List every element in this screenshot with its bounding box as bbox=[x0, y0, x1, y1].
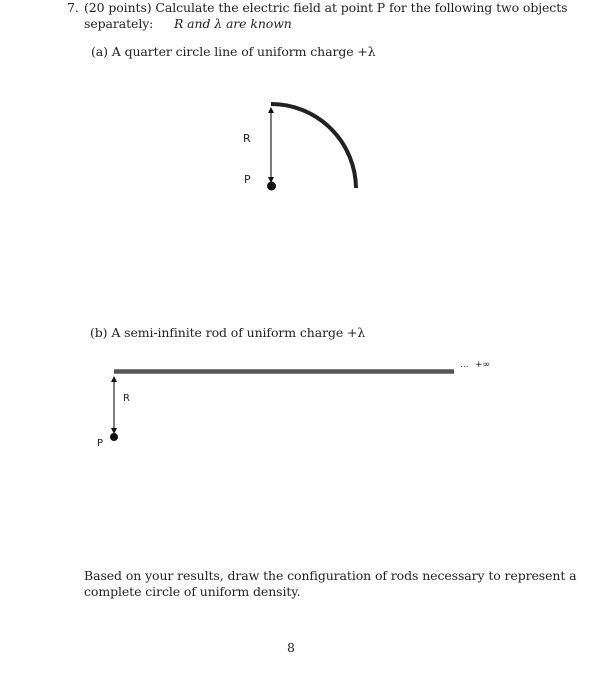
page-number: 8 bbox=[287, 640, 295, 655]
point-label-a: P bbox=[244, 173, 251, 186]
part-b-label: (b) A semi-infinite rod of uniform charge +λ bbox=[90, 325, 366, 340]
rod-ellipsis: ... bbox=[460, 360, 469, 370]
part-a-label: (a) A quarter circle line of uniform charge +λ bbox=[91, 44, 376, 59]
conclusion-line2: complete circle of uniform density. bbox=[84, 584, 301, 599]
problem-number: 7. bbox=[67, 0, 79, 15]
problem-statement-line2: separately: bbox=[84, 16, 154, 31]
point-p-b bbox=[110, 433, 118, 441]
infinity-label: +∞ bbox=[475, 360, 491, 370]
quarter-circle-arc bbox=[271, 104, 356, 188]
conclusion-line1: Based on your results, draw the configuration of rods necessary to represent a bbox=[84, 568, 577, 583]
radius-label-b: R bbox=[123, 393, 130, 404]
known-quantities: R and λ are known bbox=[174, 16, 292, 31]
radius-label-a: R bbox=[243, 132, 251, 145]
point-p-a bbox=[267, 182, 276, 191]
problem-statement-line1: (20 points) Calculate the electric field at point P for the following two objects bbox=[84, 0, 568, 15]
point-label-b: P bbox=[97, 438, 104, 449]
